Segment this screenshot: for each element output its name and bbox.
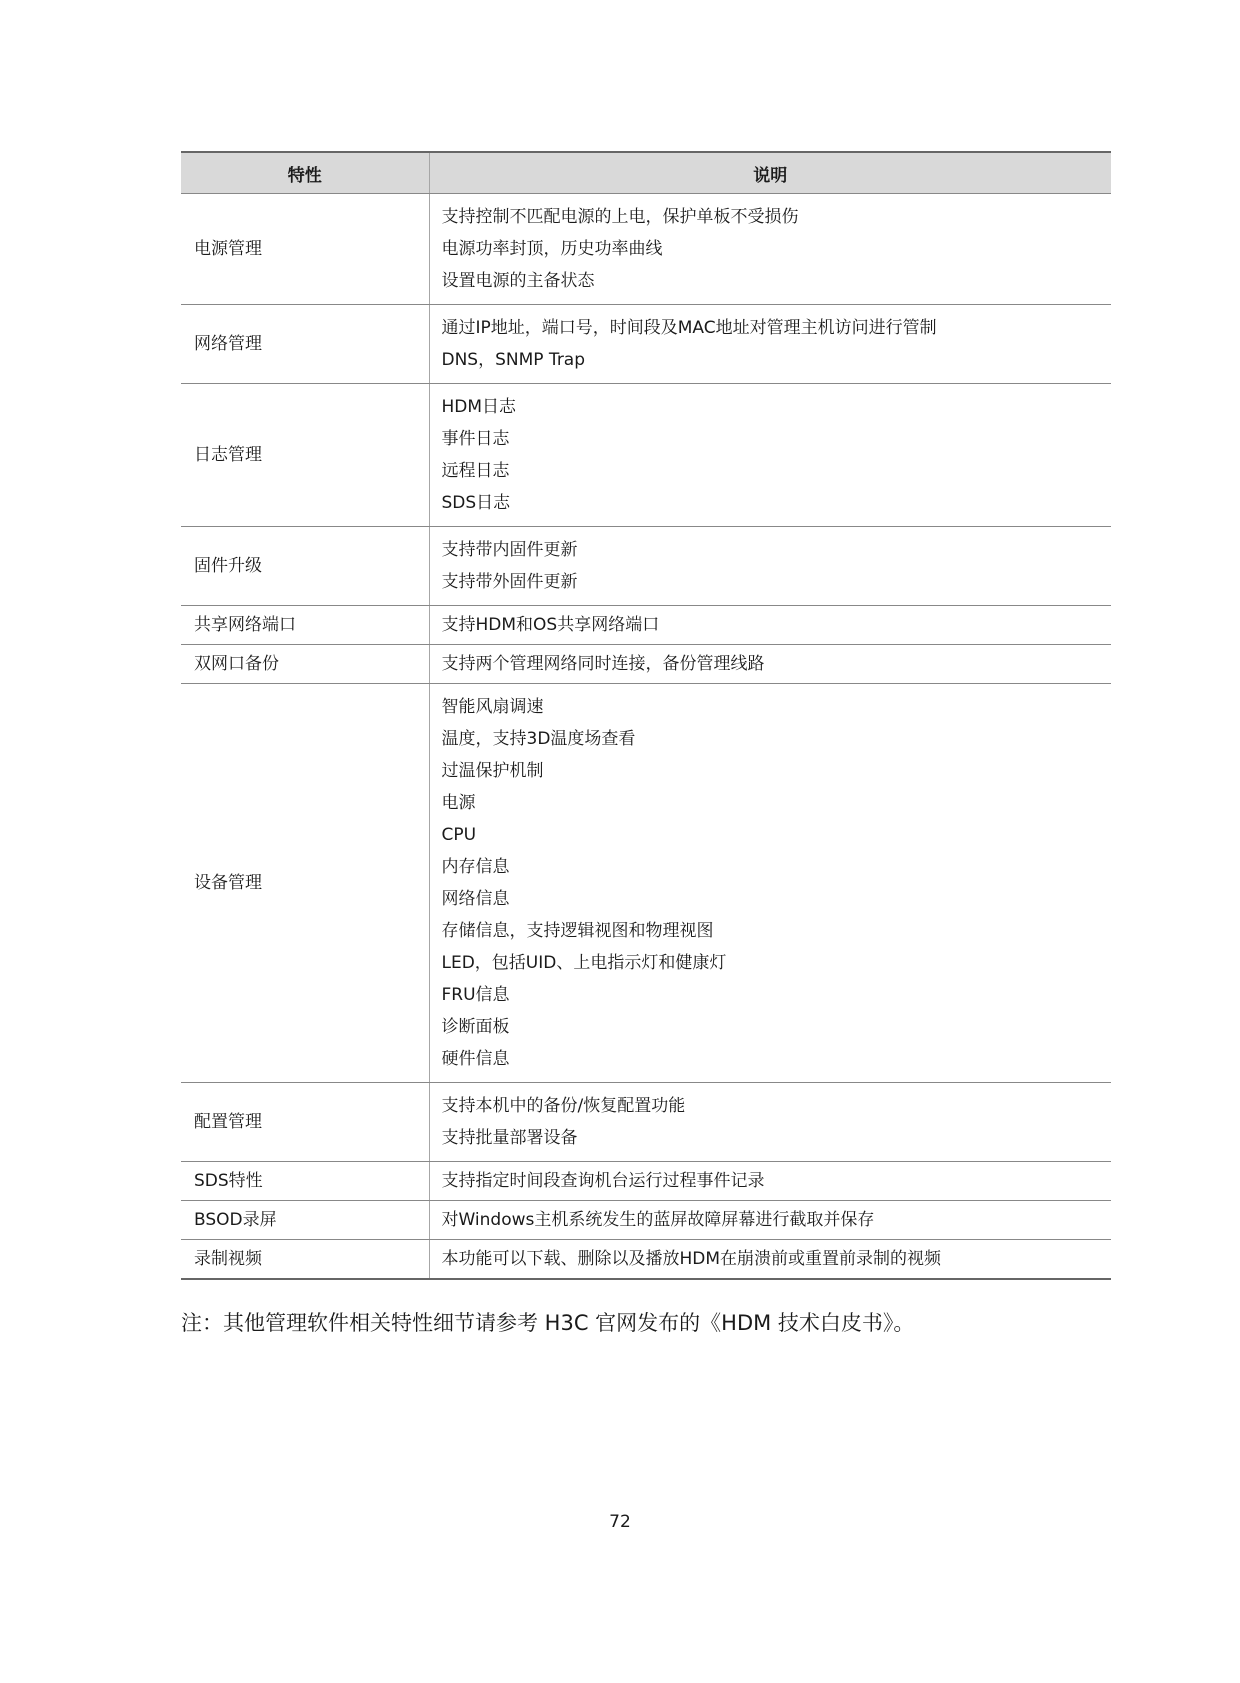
feature-cell: 共享网络端口 bbox=[181, 606, 429, 645]
description-cell bbox=[429, 384, 1111, 527]
description-line: 事件日志 bbox=[441, 429, 510, 449]
description-line: 支持指定时间段查询机台运行过程事件记录 bbox=[441, 1171, 765, 1191]
table-header-row bbox=[181, 152, 1111, 194]
table-row bbox=[181, 645, 1111, 684]
description-cell bbox=[429, 194, 1111, 305]
description-cell bbox=[429, 606, 1111, 645]
feature-cell: 配置管理 bbox=[181, 1083, 429, 1162]
feature-cell: BSOD录屏 bbox=[181, 1201, 429, 1240]
feature-cell: 电源管理 bbox=[181, 194, 429, 305]
feature-cell: 双网口备份 bbox=[181, 645, 429, 684]
description-line: 设置电源的主备状态 bbox=[441, 271, 595, 291]
description-line: 诊断面板 bbox=[441, 1017, 510, 1037]
table-row bbox=[181, 305, 1111, 384]
description-cell bbox=[429, 645, 1111, 684]
page-number: 72 bbox=[609, 1512, 631, 1532]
table-row bbox=[181, 527, 1111, 606]
description-line: 电源 bbox=[441, 793, 476, 813]
description-line: 支持HDM和OS共享网络端口 bbox=[441, 615, 660, 635]
table-row bbox=[181, 194, 1111, 305]
description-cell bbox=[429, 1162, 1111, 1201]
description-line: 通过IP地址，端口号，时间段及MAC地址对管理主机访问进行管制 bbox=[441, 318, 937, 338]
description-line: 支持带内固件更新 bbox=[441, 540, 578, 560]
description-line: 存储信息，支持逻辑视图和物理视图 bbox=[441, 921, 714, 941]
description-line: 支持本机中的备份/恢复配置功能 bbox=[441, 1096, 686, 1116]
description-cell bbox=[429, 1240, 1111, 1280]
feature-cell: SDS特性 bbox=[181, 1162, 429, 1201]
description-cell bbox=[429, 1083, 1111, 1162]
table-body bbox=[181, 194, 1111, 1280]
feature-cell: 设备管理 bbox=[181, 684, 429, 1083]
description-line: DNS，SNMP Trap bbox=[441, 350, 586, 370]
description-line: 智能风扇调速 bbox=[441, 697, 544, 717]
description-line: 硬件信息 bbox=[441, 1049, 510, 1069]
description-line: 网络信息 bbox=[441, 889, 510, 909]
description-line: 电源功率封顶，历史功率曲线 bbox=[441, 239, 663, 259]
description-cell bbox=[429, 684, 1111, 1083]
feature-cell: 网络管理 bbox=[181, 305, 429, 384]
table-row bbox=[181, 606, 1111, 645]
footnote: 注：其他管理软件相关特性细节请参考 H3C 官网发布的《HDM 技术白皮书》。 bbox=[181, 1311, 915, 1335]
description-line: 过温保护机制 bbox=[441, 761, 544, 781]
feature-table bbox=[181, 151, 1111, 1280]
description-line: LED，包括UID、上电指示灯和健康灯 bbox=[441, 953, 727, 973]
table-row bbox=[181, 1162, 1111, 1201]
header-feature: 特性 bbox=[181, 152, 429, 194]
description-line: 远程日志 bbox=[441, 461, 510, 481]
header-description: 说明 bbox=[429, 152, 1111, 194]
description-cell bbox=[429, 527, 1111, 606]
description-line: FRU信息 bbox=[441, 985, 510, 1005]
description-line: 对Windows主机系统发生的蓝屏故障屏幕进行截取并保存 bbox=[441, 1210, 875, 1230]
description-line: 支持批量部署设备 bbox=[441, 1128, 578, 1148]
description-line: SDS日志 bbox=[441, 493, 511, 513]
feature-cell: 固件升级 bbox=[181, 527, 429, 606]
description-line: 支持两个管理网络同时连接，备份管理线路 bbox=[441, 654, 765, 674]
table-row bbox=[181, 384, 1111, 527]
description-line: 本功能可以下载、删除以及播放HDM在崩溃前或重置前录制的视频 bbox=[441, 1249, 942, 1269]
description-line: HDM日志 bbox=[441, 397, 517, 417]
description-line: 支持控制不匹配电源的上电，保护单板不受损伤 bbox=[441, 207, 799, 227]
table-row bbox=[181, 684, 1111, 1083]
table-row bbox=[181, 1201, 1111, 1240]
description-line: CPU bbox=[441, 825, 477, 845]
feature-cell: 录制视频 bbox=[181, 1240, 429, 1280]
description-cell bbox=[429, 1201, 1111, 1240]
table-row bbox=[181, 1083, 1111, 1162]
description-line: 内存信息 bbox=[441, 857, 510, 877]
description-line: 支持带外固件更新 bbox=[441, 572, 578, 592]
feature-cell: 日志管理 bbox=[181, 384, 429, 527]
description-line: 温度，支持3D温度场查看 bbox=[441, 729, 636, 749]
table-row bbox=[181, 1240, 1111, 1280]
description-cell bbox=[429, 305, 1111, 384]
